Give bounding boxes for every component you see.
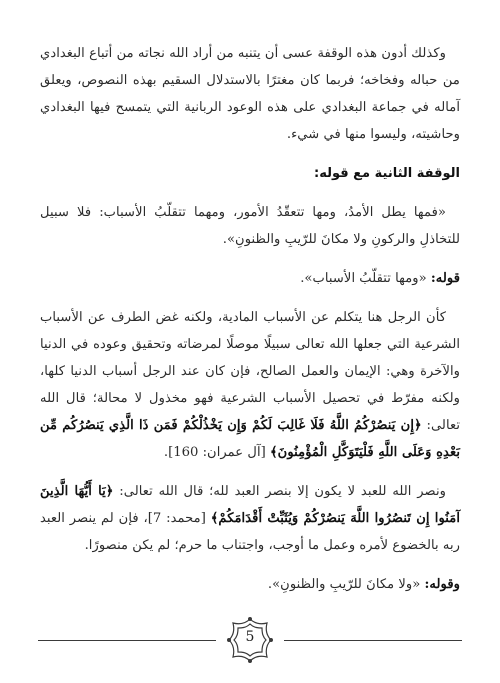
paragraph-text: «ومها تتقلّبُ الأسباب».: [300, 271, 431, 286]
verse-reference: [محمد: 7]، فإن لم ينصر العبد ربه بالخضوع لأمره وعمل ما أوجب، واجتناب ما حرم؛ لم يكن منصورًا.: [40, 511, 460, 553]
paragraph-victory: [40, 478, 460, 559]
bold-label: وقوله:: [424, 577, 460, 592]
paragraph-intro: [40, 40, 460, 148]
section-heading: الوقفة الثانية مع قوله:: [314, 166, 460, 181]
paragraph-saying-2: [40, 571, 460, 598]
paragraph-text: وكذلك أدون هذه الوقفة عسى أن يتنبه من أراد الله نجاته من أتباع البغدادي من حباله وفخاخه؛ فربما كان مغترًا بالاستدلال السقيم بهذه النصوص، ويعلق آماله في جماعة البغدادي على هذه الوعود الربانية التي يتمسح فيها البغدادي وحاشيته، وليسوا منها في شيء.: [40, 46, 460, 142]
page-number: 5: [245, 629, 255, 645]
paragraph-saying: [40, 265, 460, 292]
document-body: [40, 40, 460, 610]
paragraph-text: ونصر الله للعبد لا يكون إلا بنصر العبد لله؛ قال الله تعالى:: [113, 484, 446, 499]
paragraph-text: كأن الرجل هنا يتكلم عن الأسباب المادية، ولكنه غض الطرف عن الأسباب الشرعية التي جعلها الله تعالى سبيلًا موصلًا لمرضاته وتحقيق وعوده في الدنيا والآخرة وهي: الإيمان والعمل الصالح، فإن كان عند الرجل أسباب الدنيا كلها، ولكنه مفرّط في تحصيل الأسباب الشرعية فهو مخذول لا محالة؛ قال الله تعالى:: [40, 310, 460, 433]
footer-rule-left: [38, 640, 216, 641]
verse-reference: [آل عمران: 160].: [163, 445, 270, 460]
paragraph-quote: [40, 199, 460, 253]
footer-rule-right: [284, 640, 462, 641]
page-footer: [38, 616, 462, 666]
paragraph-text: «فمها يطل الأمدُ، ومها تتعقّدُ الأمور، ومهما تتقلّبُ الأسباب: فلا سبيل للتخاذلِ والركونِ ولا مكانَ للرّيبِ والظنونِ».: [40, 205, 460, 247]
paragraph-text: «ولا مكانَ للرّيبِ والظنونِ».: [267, 577, 425, 592]
bold-label: قوله:: [430, 271, 460, 286]
paragraph-explanation: [40, 304, 460, 466]
quran-verse: ﴿إِن يَنصُرْكُمُ اللَّهُ فَلَا غَالِبَ لَكُمْ وَإِن يَخْذُلْكُمْ فَمَن ذَا الَّذِي يَنصُرُكُم مِّن بَعْدِهِ وَعَلَى اللَّهِ فَلْيَتَوَكَّلِ الْمُؤْمِنُونَ﴾: [40, 418, 460, 460]
quran-verse: ﴿يَا أَيُّهَا الَّذِينَ آمَنُوا إِن تَنصُرُوا اللَّهَ يَنصُرْكُمْ وَيُثَبِّتْ أَقْدَامَكُمْ﴾: [40, 484, 460, 526]
